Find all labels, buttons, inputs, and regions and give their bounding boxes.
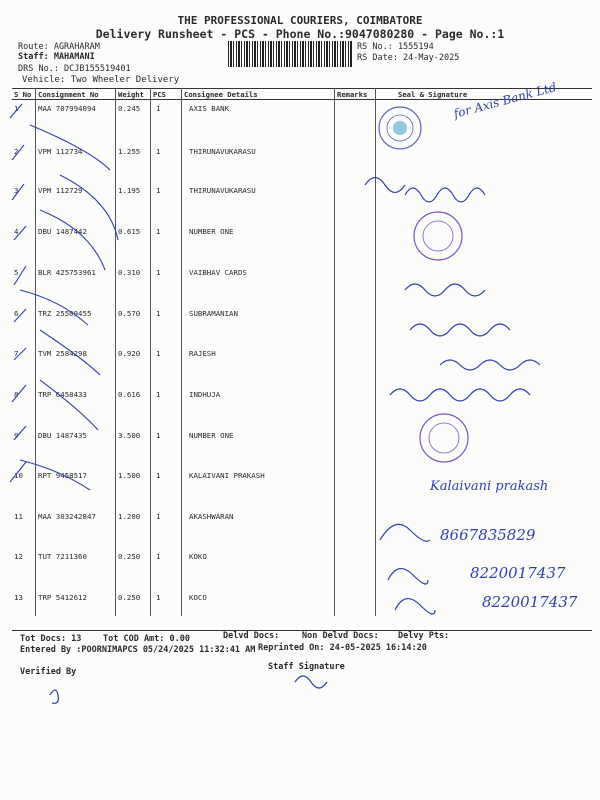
row-sno: 3 xyxy=(14,186,19,195)
row-consignment: MAA 707994094 xyxy=(38,104,96,113)
row-consignment: DBU 1487442 xyxy=(38,227,87,236)
row-weight: 0.250 xyxy=(118,552,141,561)
row-consignee: NUMBER ONE xyxy=(189,227,234,236)
verified-by: Verified By xyxy=(20,667,77,677)
row-pcs: 1 xyxy=(156,390,161,399)
total-cod-amount: Tot COD Amt: 0.00 xyxy=(103,634,190,644)
row-weight: 0.310 xyxy=(118,268,141,277)
row-consignee: NUMBER ONE xyxy=(189,431,234,440)
row-weight: 0.616 xyxy=(118,390,141,399)
sig-row12-phone-text: 8220017437 xyxy=(470,564,566,582)
row-consignment: VPM 112729 xyxy=(38,186,83,195)
row-pcs: 1 xyxy=(156,227,161,236)
stamp-3-icon xyxy=(420,414,468,462)
row-consignee: KALAIVANI PRAKASH xyxy=(189,471,265,480)
row-consignment: VPM 112734 xyxy=(38,147,83,156)
staff-signature-label: Staff Signature xyxy=(268,662,345,672)
row-pcs: 1 xyxy=(156,309,161,318)
row-weight: 1.255 xyxy=(118,147,141,156)
row-weight: 0.615 xyxy=(118,227,141,236)
row-pcs: 1 xyxy=(156,512,161,521)
row-consignee: KOCO xyxy=(189,593,207,602)
total-docs: Tot Docs: 13 xyxy=(20,634,82,644)
reprinted-on: Reprinted On: 24-05-2025 16:14:20 xyxy=(258,643,427,653)
row-pcs: 1 xyxy=(156,147,161,156)
row-consignment: TRZ 25509455 xyxy=(38,309,92,318)
drs-label: DRS No.: DCJB155519401 xyxy=(18,64,131,74)
row-sno: 6 xyxy=(14,309,19,318)
row-sno: 9 xyxy=(14,431,19,440)
delivery-points: Delvy Pts: xyxy=(398,631,450,641)
runsheet-subtitle: Delivery Runsheet - PCS - Phone No.:9047080280 - Page No.:1 xyxy=(95,27,505,41)
row-pcs: 1 xyxy=(156,431,161,440)
row-pcs: 1 xyxy=(156,552,161,561)
row-pcs: 1 xyxy=(156,104,161,113)
row-consignee: AXIS BANK xyxy=(189,104,230,113)
row-consignment: MAA 303242847 xyxy=(38,512,96,521)
row-consignee: THIRUNAVUKARASU xyxy=(189,186,256,195)
row-sno: 2 xyxy=(14,147,19,156)
row-weight: 0.245 xyxy=(118,104,141,113)
route-label: Route: AGRAHARAM xyxy=(18,42,100,52)
col-weight: Weight xyxy=(118,90,144,99)
row-consignment: BLR 425753961 xyxy=(38,268,96,277)
row-consignment: TRP 5412612 xyxy=(38,593,87,602)
row-weight: 1.200 xyxy=(118,512,141,521)
row-consignment: TRP 6458433 xyxy=(38,390,87,399)
sig-row11-phone-text: 8667835829 xyxy=(440,526,536,544)
row-sno: 4 xyxy=(14,227,19,236)
row-consignment: RPT 9458517 xyxy=(38,471,87,480)
row-pcs: 1 xyxy=(156,268,161,277)
row-weight: 0.920 xyxy=(118,349,141,358)
row-consignee: SUBRAMANIAN xyxy=(189,309,238,318)
stamp-1-icon xyxy=(379,107,421,149)
row-weight: 0.570 xyxy=(118,309,141,318)
col-consignment: Consignment No xyxy=(38,90,99,99)
non-delivered-docs: Non Delvd Docs: xyxy=(302,631,379,641)
col-consignee: Consignee Details xyxy=(184,90,258,99)
row-consignee: AKASHWARAN xyxy=(189,512,234,521)
stamp-2-icon xyxy=(414,212,462,260)
row-sno: 8 xyxy=(14,390,19,399)
row-sno: 11 xyxy=(14,512,23,521)
col-remarks: Remarks xyxy=(337,90,368,99)
row-consignment: DBU 1487435 xyxy=(38,431,87,440)
row-consignee: THIRUNAVUKARASU xyxy=(189,147,256,156)
row-consignee: RAJESH xyxy=(189,349,216,358)
row-consignee: KOKO xyxy=(189,552,207,561)
sig-row10-text: Kalaivani prakash xyxy=(430,479,549,494)
row-consignee: VAIBHAV CARDS xyxy=(189,268,247,277)
row-consignment: TVM 2584298 xyxy=(38,349,87,358)
row-consignment: TUT 7211360 xyxy=(38,552,87,561)
col-sno: S No xyxy=(14,90,32,99)
row-sno: 10 xyxy=(14,471,23,480)
company-title: THE PROFESSIONAL COURIERS, COIMBATORE xyxy=(177,14,423,27)
delivered-docs: Delvd Docs: xyxy=(223,631,280,641)
vehicle-label: Vehicle: Two Wheeler Delivery xyxy=(22,75,180,85)
col-pcs: PCS xyxy=(153,90,166,99)
row-pcs: 1 xyxy=(156,349,161,358)
rs-date: RS Date: 24-May-2025 xyxy=(357,53,460,63)
sig-axis-bank-text: for Axis Bank Ltd xyxy=(452,80,558,121)
row-pcs: 1 xyxy=(156,593,161,602)
col-seal: Seal & Signature xyxy=(398,90,468,99)
row-sno: 5 xyxy=(14,268,19,277)
row-weight: 3.500 xyxy=(118,431,141,440)
sig-row13-phone-text: 8220017437 xyxy=(482,593,578,611)
row-sno: 1 xyxy=(14,104,19,113)
row-weight: 1.195 xyxy=(118,186,141,195)
row-weight: 1.500 xyxy=(118,471,141,480)
row-sno: 13 xyxy=(14,593,23,602)
row-pcs: 1 xyxy=(156,471,161,480)
row-pcs: 1 xyxy=(156,186,161,195)
row-sno: 7 xyxy=(14,349,19,358)
rs-number: RS No.: 1555194 xyxy=(357,42,434,52)
entered-by: Entered By :POORNIMAPCS 05/24/2025 11:32:41 AM xyxy=(20,645,256,655)
staff-label: Staff: MAHAMANI xyxy=(18,52,95,62)
row-weight: 0.250 xyxy=(118,593,141,602)
row-sno: 12 xyxy=(14,552,23,561)
row-consignee: INDHUJA xyxy=(189,390,221,399)
